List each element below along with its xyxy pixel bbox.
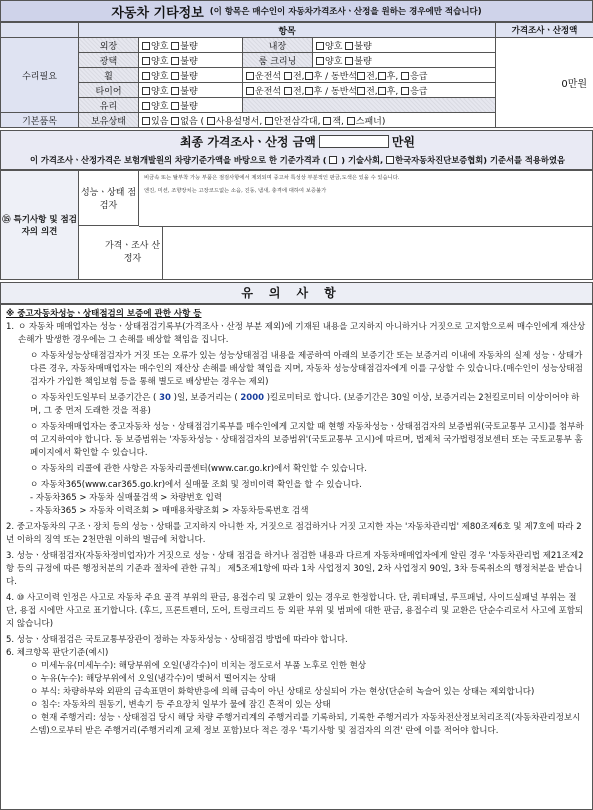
- gloss-good-checkbox[interactable]: [142, 57, 150, 65]
- tire-driver-rear-checkbox[interactable]: [305, 87, 313, 95]
- notice-item-1b: ㅇ 자동차성능상태점검자가 거짓 또는 오류가 있는 성능상태점검 내용을 제공하여 아래의 보증기간 또는 보증거리 이내에 자동차의 실제 성능ㆍ상태가 다른 경우, 자동차매매업자는 매수인의 재산상 손해를 배상할 책임을 지며, 자동차 성능상태점검자에게 이를 구상할 수 있습니다.(매수인이 성능상태점검자가 가입한 책임보험 등을 통해 별도로 배상받는 경우는 제외): [30, 351, 583, 387]
- notice-item-1c: ㅇ 자동차인도일부터 보증기간은 ( 30 )일, 보증거리는 ( 2000 )킬로미터로 합니다. (보증기간은 30일 이상, 보증거리는 2천킬로미터 이상이어야 하며, 그 중 먼저 도래한 것을 적용): [30, 393, 580, 416]
- notice-item-6e: ㅇ 현재 주행거리: 성능ㆍ상태점검 당시 해당 차량 주행거리계의 주행거리를 기록하되, 기록한 주행거리가 자동차전산정보처리조직(자동차관리정보시스템)으로부터 받은 주행거리(주행거리계 교체 정보 포함)보다 적은 경우 '특기사항 및 점검자의 의견' 란에 이를 적어야 합니다.: [30, 713, 581, 736]
- section-title: 자동차 기타정보: [111, 5, 204, 21]
- final-note-post: 한국자동차진단보증협회) 기준서를 적용하였음: [395, 155, 565, 165]
- special-notes-section: [0, 170, 593, 280]
- notice-item-1: 1. ㅇ 자동차 매매업자는 성능ㆍ상태점검기록부(가격조사ㆍ산정 부분 제외)에 기재된 내용을 고지하지 아니하거나 거짓으로 고지함으로써 매수인에게 재산상 손해가 발생한 경우에는 그 손해를 배상할 책임을 집니다.: [6, 322, 586, 345]
- basic-items-label: 기본품목: [1, 113, 79, 128]
- price-value: 0만원: [496, 38, 593, 128]
- room-good-checkbox[interactable]: [316, 57, 324, 65]
- notice-item-1f1: - 자동차365 > 자동차 실매물검색 > 차량번호 입력: [30, 493, 223, 503]
- notice-item-3: 3. 성능ㆍ상태점검자(자동차정비업자)가 거짓으로 성능ㆍ상태 점검을 하거나 점검한 내용과 다르게 자동차매매업자에게 알린 경우 '자동차관리법 제21조제2항 등의 규정에 따른 행정처분의 기준과 절차에 관한 규칙」 제5조제1항에 따라 1차 사업정지 30일, 2차 사업정지 90일, 3차 등록취소의 행정처분을 받습니다.: [6, 551, 584, 587]
- jack-checkbox[interactable]: [323, 117, 331, 125]
- wheel-position-options: 운전석 전, 후 / 동반석 전, 후, 응급: [243, 68, 496, 83]
- row-gloss: 광택: [79, 53, 139, 68]
- notice-item-6: 6. 체크항목 판단기준(예시): [6, 648, 109, 658]
- notice-item-6b: ㅇ 누유(누수): 해당부위에서 오일(냉각수)이 맺혀서 떨어지는 상태: [30, 674, 276, 684]
- tire-emergency-checkbox[interactable]: [401, 87, 409, 95]
- notice-item-1f2: - 자동차365 > 자동차 이력조회 > 매매용차량조회 > 자동차등록번호 검색: [30, 506, 309, 516]
- warranty-km: 2000: [240, 393, 265, 403]
- tire-options: 양호 불량: [139, 83, 243, 98]
- exterior-options: 양호 불량: [139, 38, 243, 53]
- interior-good-checkbox[interactable]: [316, 42, 324, 50]
- repair-needed-label: 수리필요: [1, 38, 79, 113]
- interior-bad-checkbox[interactable]: [345, 42, 353, 50]
- tire-pass-front-checkbox[interactable]: [357, 87, 365, 95]
- notice-item-1d: ㅇ 자동차매매업자는 중고자동차 성능ㆍ상태점검기록부를 매수인에게 고지할 때 현행 자동차성능ㆍ상태점검자의 보증범위(국토교통부 고시)를 첨부하여 고지하여야 합니다. 동 보증범위는 '자동차성능ㆍ상태점검자의 보증범위'(국토교통부 고시)에 따르며, 법제처 국가법령정보센터 또는 국토교통부 홈페이지에서 확인할 수 있습니다.: [30, 422, 584, 458]
- notice-item-5: 5. 성능ㆍ상태점검은 국토교통부장관이 정하는 자동차성능ㆍ상태점검 방법에 따라야 합니다.: [6, 635, 348, 645]
- tire-driver-checkbox[interactable]: [246, 87, 254, 95]
- gloss-bad-checkbox[interactable]: [171, 57, 179, 65]
- row-interior: 내장: [243, 38, 313, 53]
- tire-bad-checkbox[interactable]: [171, 87, 179, 95]
- room-bad-checkbox[interactable]: [345, 57, 353, 65]
- repair-table: [0, 22, 593, 128]
- wheel-pass-front-checkbox[interactable]: [357, 72, 365, 80]
- tech-society-checkbox[interactable]: [329, 156, 337, 164]
- interior-options: 양호 불량: [313, 38, 496, 53]
- gloss-options: 양호 불량: [139, 53, 243, 68]
- notice-item-4: 4. ⑩ 사고이력 인정은 사고로 자동차 주요 골격 부위의 판금, 용접수리 및 교환이 있는 경우로 한정합니다. 단, 쿼터패널, 루프패널, 사이드실패널 부위는 절단, 용접 시에만 사고로 표기합니다. (후드, 프론트펜더, 도어, 트렁크리드 등 외판 부위 및 범퍼에 대한 판금, 용접수리 및 교환은 단순수리로서 사고에 포함되지 않습니다): [6, 593, 584, 629]
- wheel-bad-checkbox[interactable]: [171, 72, 179, 80]
- notice-item-6a: ㅇ 미세누유(미세누수): 해당부위에 오일(냉각수)이 비치는 정도로서 부품 노후로 인한 현상: [30, 661, 367, 671]
- basic-items-options: 있음 없음 ( 사용설명서, 안전삼각대, 잭, 스패너): [139, 113, 496, 128]
- row-room-cleaning: 룸 크리닝: [243, 53, 313, 68]
- notice-item-6d: ㅇ 침수: 자동차의 원동기, 변속기 등 주요장치 일부가 물에 잠긴 흔적이 있는 상태: [30, 700, 331, 710]
- owned-none-checkbox[interactable]: [171, 117, 179, 125]
- final-note-mid: 기술사회,: [348, 155, 384, 165]
- notice-body: [0, 304, 593, 810]
- row-glass: 유리: [79, 98, 139, 113]
- wheel-good-checkbox[interactable]: [142, 72, 150, 80]
- final-price-input[interactable]: [319, 135, 389, 148]
- section-subtitle: (이 항목은 매수인이 자동차가격조사ㆍ산정을 원하는 경우에만 적습니다): [209, 7, 482, 17]
- notice-item-6c: ㅇ 부식: 차량하부와 외판의 금속표면이 화학반응에 의해 금속이 아닌 상태로 상실되어 가는 현상(단순히 녹슬어 있는 상태는 제외합니다): [30, 687, 535, 697]
- final-note-pre: 이 가격조사ㆍ산정가격은 보험개발원의 차량기준가액을 바탕으로 한 기준가격과: [30, 155, 320, 165]
- wheel-driver-rear-checkbox[interactable]: [305, 72, 313, 80]
- glass-options: 양호 불량: [139, 98, 243, 113]
- appraiser-label: 가격ㆍ조사 산정자: [103, 226, 163, 279]
- tire-position-options: 운전석 전, 후 / 동반석 전, 후, 응급: [243, 83, 496, 98]
- inspector-notes[interactable]: 비금속 또는 탈부착 가능 부품은 점검사항에서 제외되며 중고차 특성상 부분적인 판금,도색은 있을 수 있습니다. 엔진, 미션, 조향장치는 고장코드없는 소음, 진동, 냄새, 충격에 대하여 보증불가: [144, 175, 400, 194]
- row-wheel: 휠: [79, 68, 139, 83]
- owned-have-checkbox[interactable]: [142, 117, 150, 125]
- row-exterior: 외장: [79, 38, 139, 53]
- kadia-checkbox[interactable]: [386, 156, 394, 164]
- section-title-bar: [0, 0, 593, 22]
- exterior-good-checkbox[interactable]: [142, 42, 150, 50]
- wheel-options: 양호 불량: [139, 68, 243, 83]
- final-price-section: 최종 가격조사ㆍ산정 금액 만원 이 가격조사ㆍ산정가격은 보험개발원의 차량기준가액을 바탕으로 한 기준가격과 ( ) 기술사회, 한국자동차진단보증협회) 기준서를 적용하였음: [0, 130, 593, 170]
- room-options: 양호 불량: [313, 53, 496, 68]
- notice-title: 유의사항: [0, 282, 593, 304]
- triangle-checkbox[interactable]: [265, 117, 273, 125]
- row-tire: 타이어: [79, 83, 139, 98]
- notice-item-2: 2. 중고자동차의 구조ㆍ장치 등의 성능ㆍ상태를 고지하지 아니한 자, 거짓으로 점검하거나 거짓 고지한 자는 '자동차관리법' 제80조제6호 및 제7호에 따라 2년 이하의 징역 또는 2천만원 이하의 벌금에 처합니다.: [6, 522, 582, 545]
- final-price-title: 최종 가격조사ㆍ산정 금액: [179, 135, 316, 149]
- wheel-emergency-checkbox[interactable]: [401, 72, 409, 80]
- final-price-unit: 만원: [391, 135, 416, 149]
- glass-good-checkbox[interactable]: [142, 102, 150, 110]
- col-header-price: 가격조사ㆍ산정액: [496, 23, 593, 38]
- spanner-checkbox[interactable]: [347, 117, 355, 125]
- tire-driver-front-checkbox[interactable]: [284, 87, 292, 95]
- wheel-driver-front-checkbox[interactable]: [284, 72, 292, 80]
- tire-good-checkbox[interactable]: [142, 87, 150, 95]
- exterior-bad-checkbox[interactable]: [171, 42, 179, 50]
- wheel-driver-checkbox[interactable]: [246, 72, 254, 80]
- warranty-days: 30: [159, 393, 171, 403]
- tire-pass-rear-checkbox[interactable]: [378, 87, 386, 95]
- col-header-item: 항목: [79, 23, 496, 38]
- notice-section-head: ※ 중고자동차성능ㆍ상태점검의 보증에 관한 사항 등: [6, 309, 202, 319]
- glass-bad-checkbox[interactable]: [171, 102, 179, 110]
- special-notes-label: ⑮ 특기사항 및 점검자의 의견: [1, 171, 79, 279]
- row-owned: 보유상태: [79, 113, 139, 128]
- wheel-pass-rear-checkbox[interactable]: [378, 72, 386, 80]
- manual-checkbox[interactable]: [207, 117, 215, 125]
- notice-item-1e: ㅇ 자동차의 리콜에 관한 사항은 자동차리콜센터(www.car.go.kr)에서 확인할 수 있습니다.: [30, 464, 367, 474]
- notice-item-1f: ㅇ 자동차365(www.car365.go.kr)에서 실매물 조회 및 정비이력 확인을 할 수 있습니다.: [30, 480, 362, 490]
- inspector-label: 성능ㆍ상태 점검자: [79, 171, 139, 226]
